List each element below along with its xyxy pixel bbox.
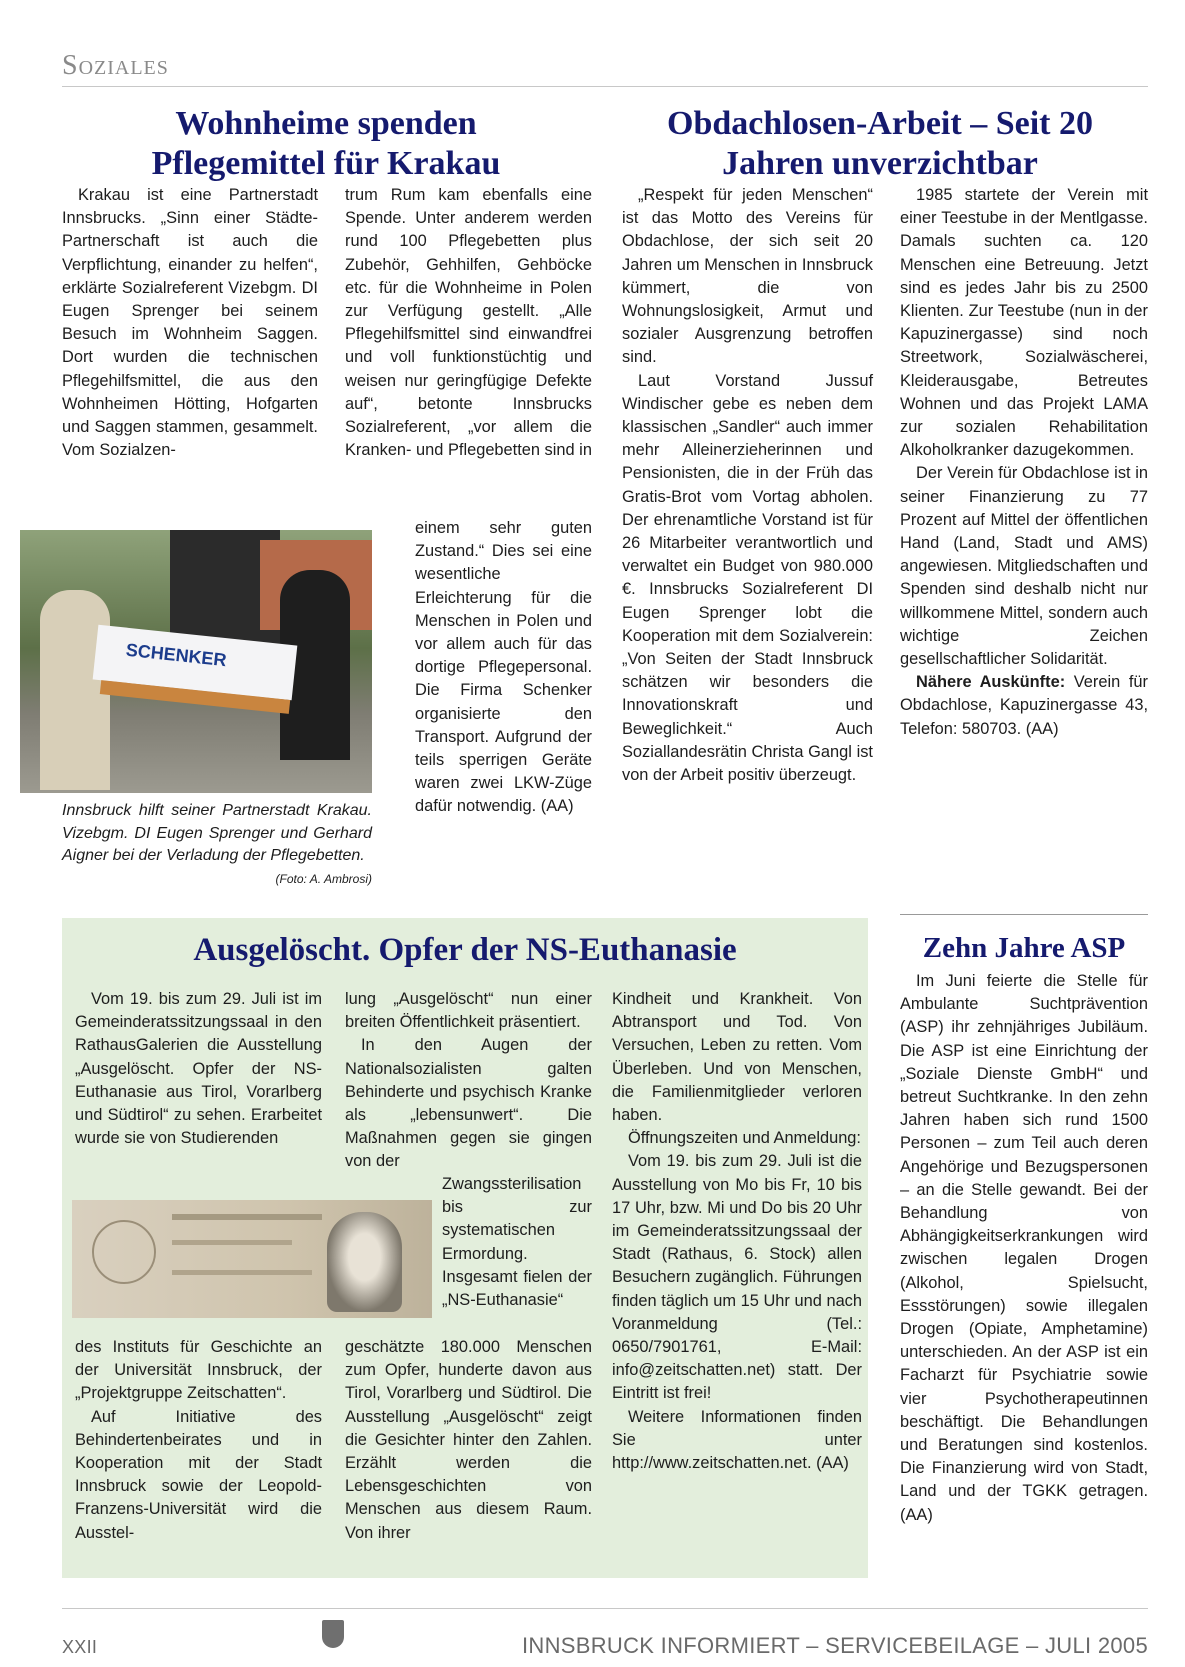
article4-body [900,970,1148,1527]
article4-title: Zehn Jahre ASP [922,932,1126,964]
article3-title: Ausgelöscht. Opfer der NS-Euthanasie [193,932,737,968]
article3-column2-top [345,988,592,1174]
document-photo [72,1200,432,1318]
paragraph: einem sehr guten Zustand.“ Dies sei eine wesentliche Erleichterung für die Menschen in Polen und vor allem auch für das dortige Pflegepersonal. Die Firma Schenker organisierte den Transport. Aufgrund der teils sperrigen Geräte waren zwei LKW-Züge dafür notwendig. (AA) [415,519,592,816]
article3-column2-bottom [345,1336,592,1545]
article3-column1-bottom [75,1336,322,1545]
title-line: Pflegemittel für Krakau [151,145,501,182]
paragraph: Laut Vorstand Jussuf Windischer gebe es neben dem klassischen „Sandler“ auch immer mehr Alleinerzieherinnen und Pensionisten, die in der Früh das Gratis-Brot vom Vortag abholen. Der ehrenamtliche Vorstand ist für 26 Mitarbeiter verantwortlich und verwaltet ein Budget von 980.000 €. Innsbrucks Sozialreferent DI Eugen Sprenger lobt die Kooperation mit dem Sozialverein: „Von Seiten der Stadt Innsbruck schätzen wir besonders die Innovationskraft und Beweglichkeit.“ Auch Soziallandesrätin Christa Gangl ist von der Arbeit positiv überzeugt. [622,371,873,785]
title-line: Wohnheime spenden [175,105,477,142]
child-portrait [327,1212,402,1312]
document-line [172,1240,292,1245]
paragraph: Krakau ist eine Partnerstadt Innsbrucks. „Sinn einer Städte-Partnerschaft ist auch die Verpflichtung, einander zu helfen“, erklärte Sozialreferent Vizebgm. DI Eugen Sprenger bei seinem Besuch im Wohnheim Saggen. Dort wurden die technischen Pflegehilfsmittel, die aus den Wohnheimen Hötting, Hofgarten und Saggen stammen, gesammelt. Vom Sozialzen- [62,186,318,460]
paragraph: „Respekt für jeden Menschen“ ist das Motto des Vereins für Obdachlose, der sich seit 20 Jahren um Menschen in Innsbruck kümmert, die von Wohnungslosigkeit, Armut und sozialer Ausgrenzung betroffen sind. [622,186,873,367]
article1-column2-bottom [415,517,592,819]
article1-title [62,104,590,184]
loading-photo [20,530,372,793]
paragraph: lung „Ausgelöscht“ nun einer breiten Öffentlichkeit präsentiert. [345,990,592,1032]
document-line [172,1270,312,1275]
paragraph: Vom 19. bis zum 29. Juli ist die Ausstellung von Mo bis Fr, 10 bis 17 Uhr, bzw. Mi und Do bis 20 Uhr im Gemeinderatssitzungssaal der Stadt (Rathaus, 6. Stock) allen Besuchern zugänglich. Führungen finden täglich um 15 Uhr und nach Voranmeldung (Tel.: 0650/7901761, E-Mail: info@zeitschatten.net) statt. Der Eintritt ist frei! [612,1152,862,1403]
paragraph: Vom 19. bis zum 29. Juli ist im Gemeinderatssitzungssaal in den RathausGalerien die Ausstellung „Ausgelöscht. Opfer der NS-Euthanasie aus Tirol, Vorarlberg und Südtirol“ zu sehen. Erarbeitet wurde sie von Studierenden [75,990,322,1148]
photo-credit: (Foto: A. Ambrosi) [275,872,372,886]
article2-column1 [622,184,873,787]
article3-column2-middle [442,1173,592,1312]
page-number: XXII [62,1637,98,1657]
paragraph: 1985 startete der Verein mit einer Teestube in der Mentlgasse. Damals suchten ca. 120 Menschen eine Betreuung. Jetzt sind es jedes Jahr bis zu 2500 Klienten. Zur Teestube (nun in der Kapuzinergasse) sind noch Streetwork, Sozialwäscherei, Kleiderausgabe, Betreutes Wohnen und das Projekt LAMA zur sozialen Rehabilitation Alkoholkranker dazugekommen. [900,186,1148,460]
contact-text: Verein für Obdachlose, Kapuzinergasse 43, Telefon: 580703. (AA) [900,673,1148,738]
article4-rule [900,914,1148,915]
document-line [172,1214,322,1220]
paragraph: Kindheit und Krankheit. Von Abtransport und Tod. Von Versuchen, Leben zu retten. Vom Überleben. Und von Menschen, die Familienmitglieder verloren haben. [612,990,862,1125]
article3-column3 [612,988,862,1475]
article2-column2 [900,184,1148,741]
city-crest-icon [322,1620,344,1648]
article3-column1-top [75,988,322,1150]
paragraph: Auf Initiative des Behindertenbeirates und in Kooperation mit der Stadt Innsbruck sowie der Leopold-Franzens-Universität wird die Ausstel- [75,1407,322,1542]
article2-title [612,104,1148,184]
article1-column1 [62,184,318,462]
article1-column2-top [345,184,592,462]
paragraph: In den Augen der Nationalsozialisten galten Behinderte und psychisch Kranke als „lebensunwert“. Die Maßnahmen gegen sie gingen von der [345,1036,592,1171]
schenker-logo: SCHENKER [124,639,228,671]
header-rule [62,86,1148,87]
paragraph: geschätzte 180.000 Menschen zum Opfer, hunderte davon aus Tirol, Vorarlberg und Südtirol. Die Ausstellung „Ausgelöscht“ zeigt die Gesichter hinter den Zahlen. Erzählt werden die Lebensgeschichten von Menschen aus diesem Raum. Von ihrer [345,1338,592,1542]
publication-name: INNSBRUCK INFORMIERT – SERVICEBEILAGE – JULI 2005 [521,1633,1148,1658]
title-line: Obdachlosen-Arbeit – Seit 20 [667,105,1093,142]
contact-label: Nähere Auskünfte: [916,673,1066,692]
paragraph: Der Verein für Obdachlose ist in seiner Finanzierung zu 77 Prozent auf Mittel der öffentlichen Hand (Land, Stadt und AMS) angewiesen. Mitgliedschaften und Spenden sind deshalb nicht nur willkommene Mittel, sondern auch wichtige Zeichen gesellschaftlicher Solidarität. [900,464,1148,669]
title-line: Jahren unverzichtbar [722,145,1038,182]
paragraph: des Instituts für Geschichte an der Universität Innsbruck, der „Projektgruppe Zeitschatten“. [75,1338,322,1403]
stamp-seal [92,1220,156,1284]
paragraph [900,671,1148,741]
paragraph: Zwangssterilisation bis zur systematischen Ermordung. Insgesamt fielen der „NS-Euthanasie“ [442,1175,592,1310]
footer-rule [62,1608,1148,1609]
paragraph: trum Rum kam ebenfalls eine Spende. Unter anderem werden rund 100 Pflegebetten plus Zubehör, Gehhilfen, Gehböcke etc. für die Wohnheime in Polen zur Verfügung gestellt. „Alle Pflegehilfsmittel sind einwandfrei und voll funktionstüchtig und weisen nur geringfügige Defekte auf“, betonte Innsbrucks Sozialreferent, „vor allem die Kranken- und Pflegebetten sind in [345,186,592,460]
photo-caption: Innsbruck hilft seiner Partnerstadt Krakau. Vizebgm. DI Eugen Sprenger und Gerhard Aigner bei der Verladung der Pflegebetten. [62,802,372,864]
paragraph: Im Juni feierte die Stelle für Ambulante Suchtprävention (ASP) ihr zehnjähriges Jubiläum. Die ASP ist eine Einrichtung der „Soziale Dienste GmbH“ und betreut Suchtkranke. In den zehn Jahren haben sich rund 1500 Personen – zum Teil auch deren Angehörige und Bezugspersonen – an die Stelle gewandt. Bei der Behandlung von Abhängigkeitserkrankungen wird zwischen legalen Drogen (Alkohol, Spielsucht, Essstörungen) sowie illegalen Drogen (Opiate, Amphetamine) unterschieden. An der ASP ist ein Facharzt für Psychiatrie sowie vier Psychotherapeutinnen beschäftigt. Die Behandlungen und Beratungen sind kostenlos. Die Finanzierung wird von Stadt, Land und der TGKK getragen. (AA) [900,972,1148,1524]
section-heading: Soziales [62,50,169,81]
paragraph: Öffnungszeiten und Anmeldung: [628,1129,861,1148]
paragraph: Weitere Informationen finden Sie unter http://www.zeitschatten.net. (AA) [612,1407,862,1473]
